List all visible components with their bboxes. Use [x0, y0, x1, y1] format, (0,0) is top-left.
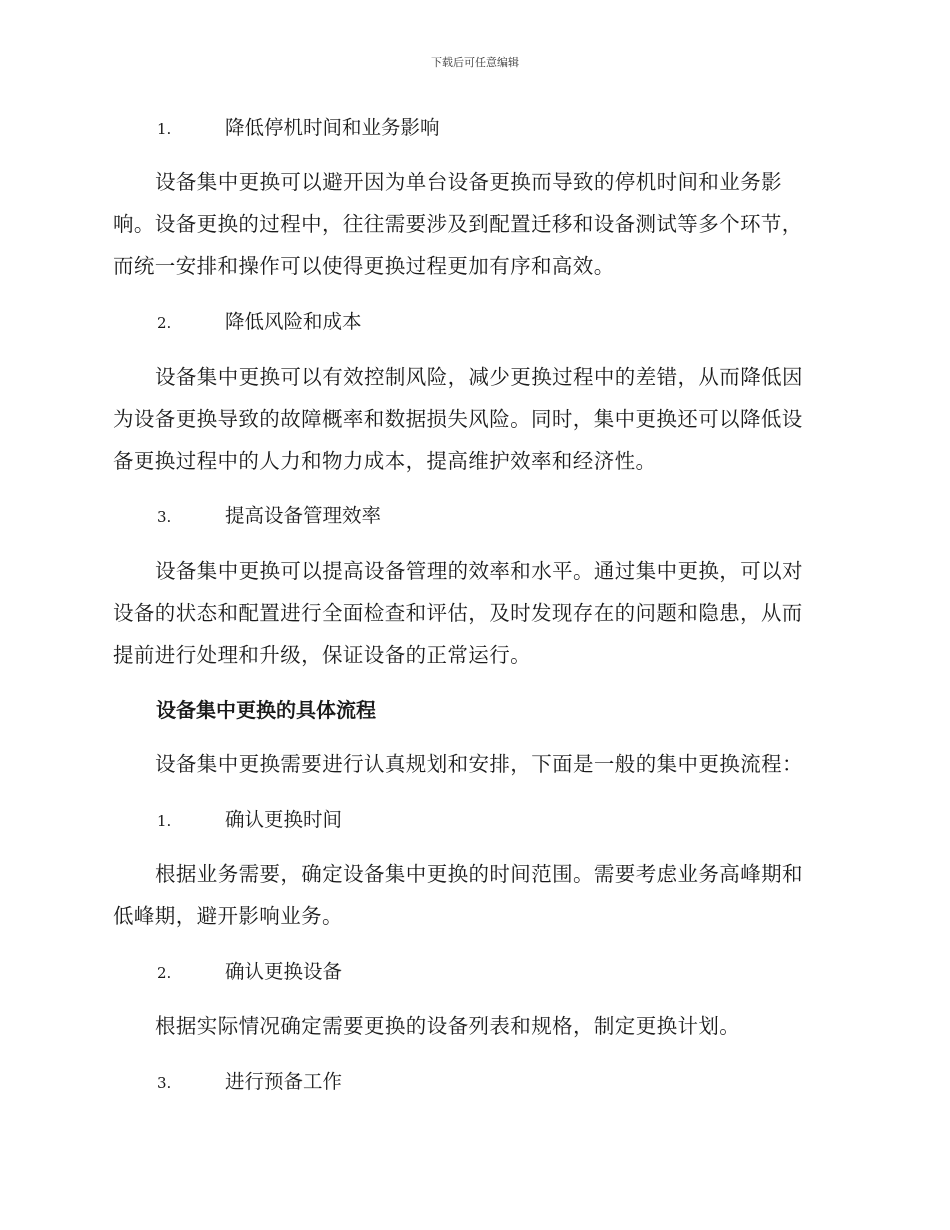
list-item — [113, 114, 833, 142]
list-title: 进行预备工作 — [225, 1070, 343, 1093]
list-number: 2. — [157, 964, 172, 982]
paragraph — [113, 1005, 833, 1047]
paragraph-line: 设备集中更换可以避开因为单台设备更换而导致的停机时间和业务影 — [155, 170, 782, 194]
list-number: 3. — [157, 508, 172, 526]
paragraph-line: 提前进行处理和升级，保证设备的正常运行。 — [113, 643, 531, 667]
paragraph — [113, 853, 833, 937]
list-number: 1. — [157, 812, 172, 830]
paragraph-line: 为设备更换导致的故障概率和数据损失风险。同时，集中更换还可以降低设 — [113, 407, 803, 431]
list-item — [113, 1068, 833, 1096]
paragraph — [113, 356, 833, 482]
paragraph — [113, 161, 833, 287]
paragraph-line: 设备集中更换可以提高设备管理的效率和水平。通过集中更换，可以对 — [155, 559, 803, 583]
list-title: 确认更换设备 — [225, 960, 343, 983]
list-number: 1. — [157, 120, 172, 138]
list-title: 确认更换时间 — [225, 808, 343, 831]
list-item — [113, 958, 833, 986]
paragraph-line: 备更换过程中的人力和物力成本，提高维护效率和经济性。 — [113, 449, 657, 473]
page-header: 下载后可任意编辑 — [431, 56, 519, 69]
list-title: 降低风险和成本 — [225, 310, 362, 333]
paragraph-line: 设备集中更换需要进行认真规划和安排，下面是一般的集中更换流程： — [155, 752, 803, 776]
list-number: 3. — [157, 1074, 172, 1092]
paragraph-line: 低峰期，避开影响业务。 — [113, 904, 343, 928]
list-title: 降低停机时间和业务影响 — [225, 116, 440, 139]
section-heading: 设备集中更换的具体流程 — [156, 698, 376, 722]
paragraph — [113, 550, 833, 676]
paragraph-line: 设备的状态和配置进行全面检查和评估，及时发现存在的问题和隐患，从而 — [113, 601, 803, 625]
list-number: 2. — [157, 314, 172, 332]
list-title: 提高设备管理效率 — [225, 504, 382, 527]
paragraph-line: 响。设备更换的过程中，往往需要涉及到配置迁移和设备测试等多个环节， — [113, 212, 803, 236]
paragraph-line: 根据实际情况确定需要更换的设备列表和规格，制定更换计划。 — [155, 1014, 741, 1038]
paragraph-line: 而统一安排和操作可以使得更换过程更加有序和高效。 — [113, 254, 615, 278]
paragraph — [113, 743, 833, 785]
list-item — [113, 806, 833, 834]
list-item — [113, 502, 833, 530]
list-item — [113, 308, 833, 336]
paragraph-line: 根据业务需要，确定设备集中更换的时间范围。需要考虑业务高峰期和 — [155, 862, 803, 886]
paragraph-line: 设备集中更换可以有效控制风险，减少更换过程中的差错，从而降低因 — [155, 365, 803, 389]
